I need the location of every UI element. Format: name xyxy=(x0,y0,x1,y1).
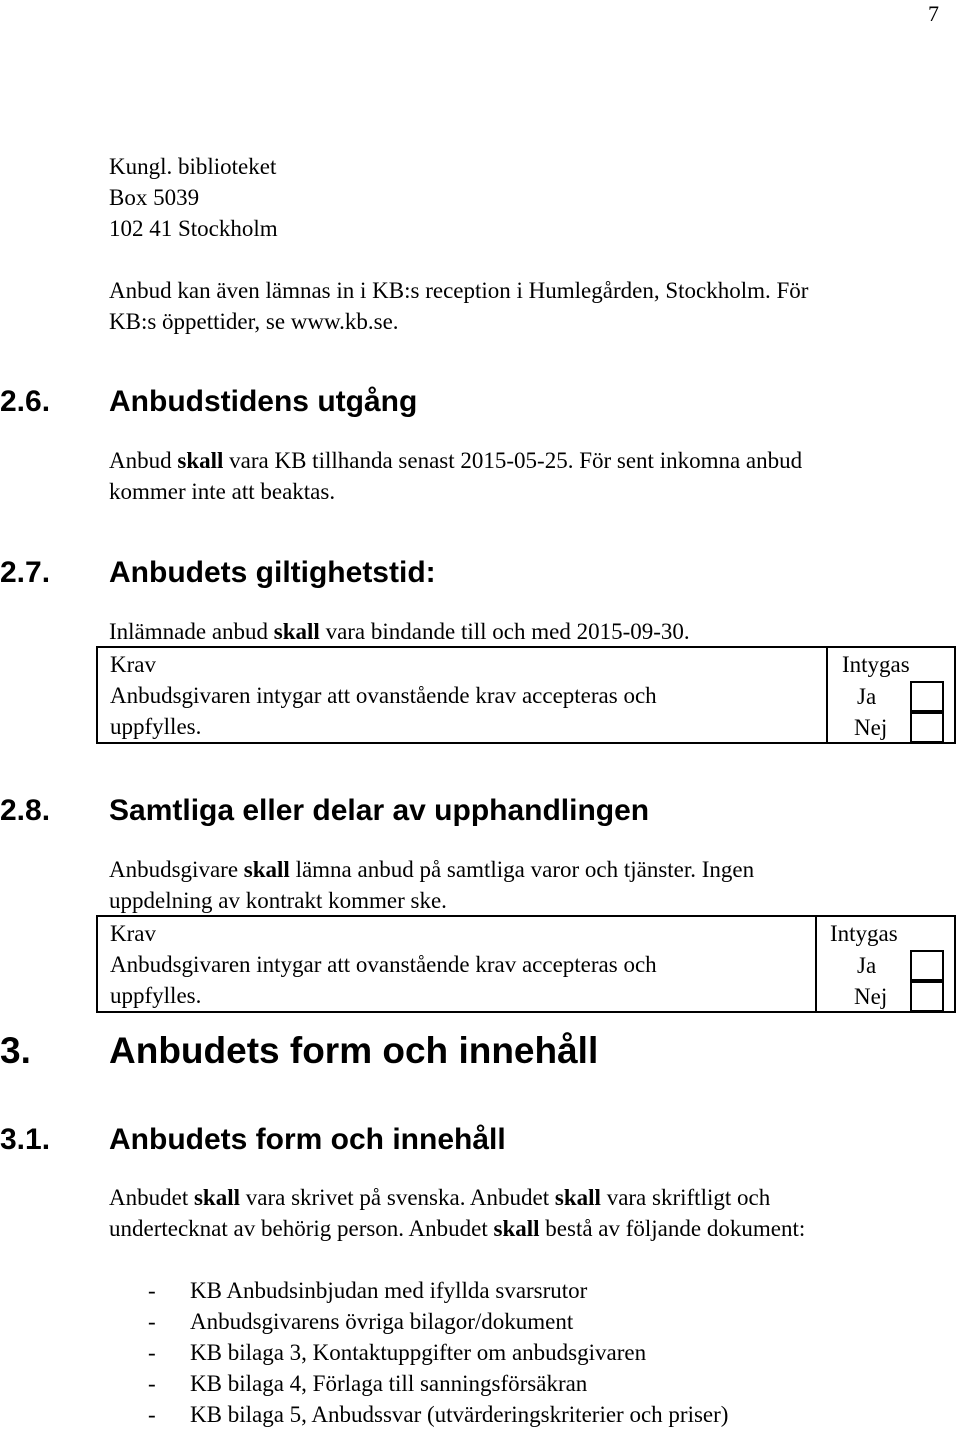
list-item-text: Anbudsgivarens övriga bilagor/dokument xyxy=(190,1309,574,1334)
section-number: 2.8. xyxy=(0,794,51,827)
list-dash: - xyxy=(148,1309,156,1334)
emphasis-skall: skall xyxy=(243,857,290,882)
list-item-text: KB bilaga 5, Anbudssvar (utvärderingskriterier och priser) xyxy=(190,1402,729,1427)
paragraph-line xyxy=(109,1182,770,1213)
emphasis-skall: skall xyxy=(177,448,224,473)
page-number: 7 xyxy=(928,1,939,26)
section-title: Anbudstidens utgång xyxy=(109,385,418,418)
text-span: Anbudet xyxy=(109,1185,194,1210)
chapter-title: Anbudets form och innehåll xyxy=(109,1030,599,1071)
text-span: vara skriftligt och xyxy=(600,1185,771,1210)
section-number: 3.1. xyxy=(0,1123,51,1156)
text-span: bestå av följande dokument: xyxy=(539,1216,806,1241)
text-span: Inlämnade anbud xyxy=(109,619,274,644)
text-span: vara KB tillhanda senast 2015-05-25. För sent inkomna anbud xyxy=(223,448,803,473)
list-item-text: KB bilaga 3, Kontaktuppgifter om anbudsgivaren xyxy=(190,1340,647,1365)
list-dash: - xyxy=(148,1371,156,1396)
paragraph-line: kommer inte att beaktas. xyxy=(109,479,336,504)
intygas-label: Intygas xyxy=(842,652,910,677)
emphasis-skall: skall xyxy=(193,1185,240,1210)
krav-label: Krav xyxy=(110,921,156,946)
paragraph-line xyxy=(109,616,690,647)
section-title: Anbudets giltighetstid: xyxy=(109,556,436,589)
text-span: Anbud xyxy=(109,448,178,473)
no-label: Nej xyxy=(854,715,888,740)
requirement-text-line-1: Anbudsgivaren intygar att ovanstående krav accepteras och xyxy=(110,683,657,708)
yes-label: Ja xyxy=(857,953,877,978)
delivery-note-line-2: KB:s öppettider, se www.kb.se. xyxy=(109,309,399,334)
paragraph-line xyxy=(109,1213,805,1244)
paragraph-line xyxy=(109,854,754,885)
yes-label: Ja xyxy=(857,684,877,709)
no-checkbox[interactable] xyxy=(910,712,944,743)
section-title: Samtliga eller delar av upphandlingen xyxy=(109,794,650,827)
text-span: vara skrivet på svenska. Anbudet xyxy=(240,1185,555,1210)
requirement-text-line-2: uppfylles. xyxy=(110,714,202,739)
text-span: lämna anbud på samtliga varor och tjänster. Ingen xyxy=(289,857,755,882)
section-title: Anbudets form och innehåll xyxy=(109,1123,506,1156)
section-number: 2.7. xyxy=(0,556,51,589)
column-divider xyxy=(826,648,828,742)
address-line-3: 102 41 Stockholm xyxy=(109,216,278,241)
paragraph-line xyxy=(109,445,802,476)
emphasis-skall: skall xyxy=(273,619,320,644)
requirement-text-line-1: Anbudsgivaren intygar att ovanstående krav accepteras och xyxy=(110,952,657,977)
yes-checkbox[interactable] xyxy=(910,950,944,981)
list-dash: - xyxy=(148,1278,156,1303)
column-divider xyxy=(815,917,817,1011)
chapter-number: 3. xyxy=(0,1030,31,1071)
list-dash: - xyxy=(148,1340,156,1365)
no-checkbox[interactable] xyxy=(910,981,944,1012)
delivery-note-line-1: Anbud kan även lämnas in i KB:s reception i Humlegården, Stockholm. För xyxy=(109,278,809,303)
requirement-text-line-2: uppfylles. xyxy=(110,983,202,1008)
text-span: vara bindande till och med 2015-09-30. xyxy=(319,619,690,644)
list-item-text: KB Anbudsinbjudan med ifyllda svarsrutor xyxy=(190,1278,588,1303)
list-dash: - xyxy=(148,1402,156,1427)
requirement-table xyxy=(96,915,956,1013)
list-item-text: KB bilaga 4, Förlaga till sanningsförsäkran xyxy=(190,1371,588,1396)
yes-checkbox[interactable] xyxy=(910,681,944,712)
emphasis-skall: skall xyxy=(554,1185,601,1210)
intygas-label: Intygas xyxy=(830,921,898,946)
krav-label: Krav xyxy=(110,652,156,677)
no-label: Nej xyxy=(854,984,888,1009)
address-line-1: Kungl. biblioteket xyxy=(109,154,277,179)
requirement-table xyxy=(96,646,956,744)
address-line-2: Box 5039 xyxy=(109,185,200,210)
paragraph-line: uppdelning av kontrakt kommer ske. xyxy=(109,888,447,913)
text-span: Anbudsgivare xyxy=(109,857,244,882)
text-span: undertecknat av behörig person. Anbudet xyxy=(109,1216,494,1241)
section-number: 2.6. xyxy=(0,385,51,418)
emphasis-skall: skall xyxy=(493,1216,540,1241)
